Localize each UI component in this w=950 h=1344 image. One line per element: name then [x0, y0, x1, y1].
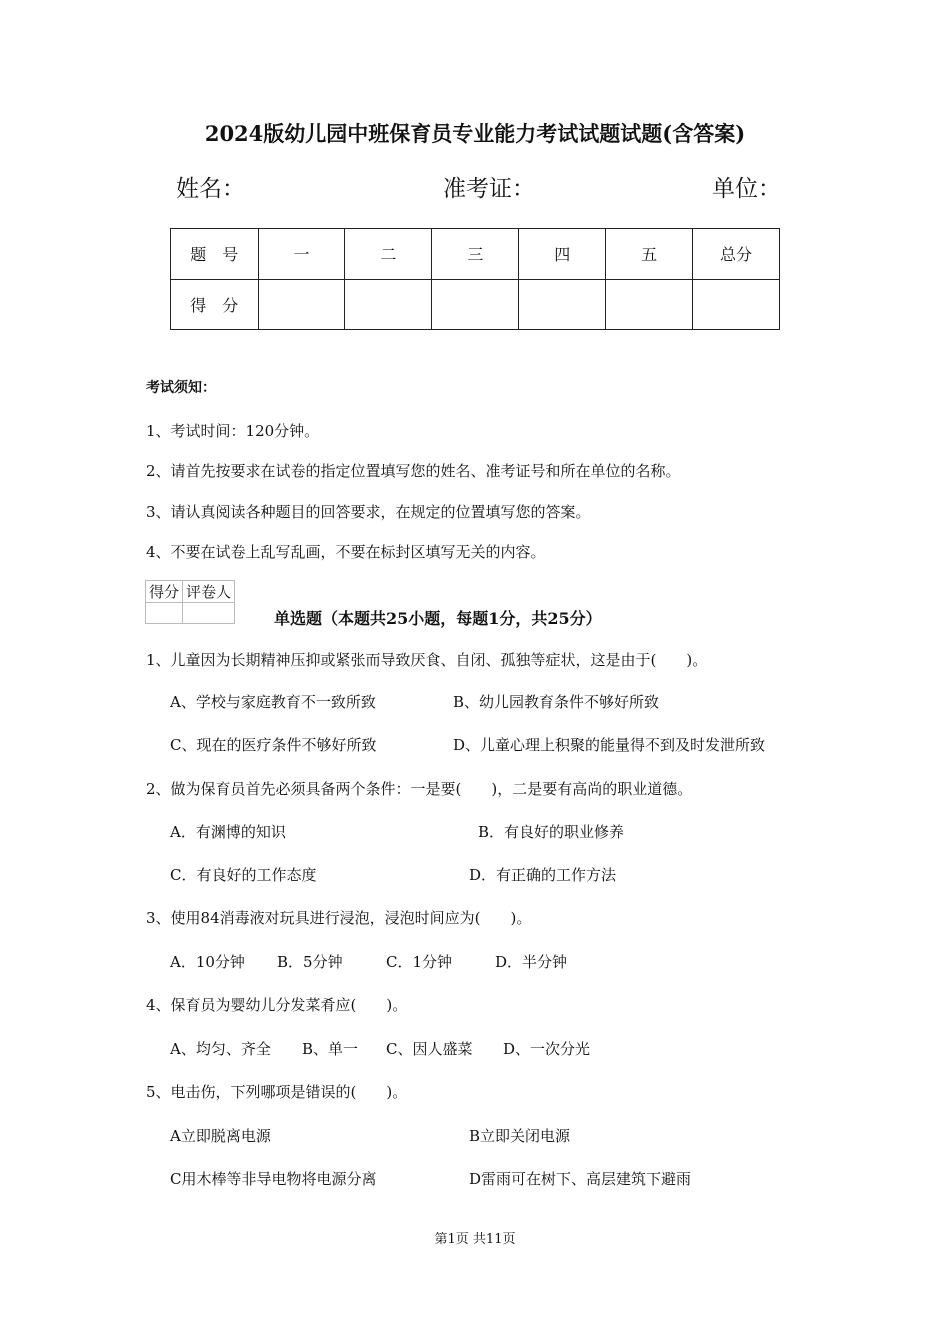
score-cell[interactable]	[606, 279, 693, 330]
question-option: C、现在的医疗条件不够好所致	[170, 736, 377, 754]
score-cell[interactable]	[693, 279, 780, 330]
score-table-header-cell: 三	[432, 229, 519, 280]
question-option: B、幼儿园教育条件不够好所致	[453, 693, 660, 711]
name-field-label: 姓名：	[176, 176, 245, 202]
score-cell[interactable]	[258, 279, 345, 330]
question-option: B、单一	[302, 1040, 359, 1058]
question-option: A立即脱离电源	[170, 1127, 271, 1145]
score-table-header-cell: 题 号	[171, 229, 259, 280]
grader-name-cell[interactable]	[183, 603, 235, 624]
question-option: C用木棒等非导电物将电源分离	[170, 1170, 377, 1188]
score-table-header-cell: 二	[345, 229, 432, 280]
question-option: A．10分钟	[170, 953, 245, 971]
page-title: 2024版幼儿园中班保育员专业能力考试试题试题(含答案)	[204, 121, 746, 146]
score-row-label: 得 分	[171, 279, 259, 330]
question-option: A、均匀、齐全	[170, 1040, 271, 1058]
score-table-header-cell: 一	[258, 229, 345, 280]
question-option: C．1分钟	[386, 953, 453, 971]
grader-name-label: 评卷人	[183, 581, 235, 603]
score-table-header-row	[171, 229, 780, 280]
instructions-heading: 考试须知：	[146, 380, 216, 396]
instruction-item: 3、请认真阅读各种题目的回答要求，在规定的位置填写您的答案。	[146, 503, 591, 521]
question-option: D．半分钟	[495, 953, 568, 971]
question-option: A．有渊博的知识	[170, 823, 286, 841]
instruction-item: 4、不要在试卷上乱写乱画，不要在标封区填写无关的内容。	[146, 543, 546, 561]
question-option: D．有正确的工作方法	[469, 866, 617, 884]
question-option: C．有良好的工作态度	[170, 866, 317, 884]
question-stem: 2、做为保育员首先必须具备两个条件：一是要( )，二是要有高尚的职业道德。	[146, 780, 693, 798]
question-option: C、因人盛菜	[386, 1040, 473, 1058]
score-table-header-cell: 四	[519, 229, 606, 280]
question-option: B．5分钟	[277, 953, 343, 971]
score-cell[interactable]	[345, 279, 432, 330]
score-cell[interactable]	[519, 279, 606, 330]
instruction-item: 1、考试时间：120分钟。	[146, 422, 320, 440]
score-table-header-cell: 五	[606, 229, 693, 280]
instruction-item: 2、请首先按要求在试卷的指定位置填写您的姓名、准考证号和所在单位的名称。	[146, 462, 681, 480]
score-table	[170, 228, 780, 330]
question-stem: 3、使用84消毒液对玩具进行浸泡，浸泡时间应为( )。	[146, 909, 532, 927]
question-option: D、一次分光	[503, 1040, 591, 1058]
section-title: 单选题（本题共25小题，每题1分，共25分）	[274, 609, 602, 628]
score-cell[interactable]	[432, 279, 519, 330]
question-stem: 4、保育员为婴幼儿分发菜肴应( )。	[146, 996, 408, 1014]
question-option: B．有良好的职业修养	[478, 823, 625, 841]
grader-box	[145, 580, 235, 624]
unit-field-label: 单位：	[712, 176, 781, 202]
question-stem: 5、电击伤，下列哪项是错误的( )。	[146, 1083, 408, 1101]
grader-score-label: 得分	[146, 581, 183, 603]
score-table-score-row	[171, 279, 780, 330]
exam-id-field-label: 准考证：	[443, 176, 535, 202]
grader-score-cell[interactable]	[146, 603, 183, 624]
score-table-header-cell: 总分	[693, 229, 780, 280]
question-option: B立即关闭电源	[469, 1127, 571, 1145]
question-option: A、学校与家庭教育不一致所致	[170, 693, 376, 711]
question-option: D、儿童心理上积聚的能量得不到及时发泄所致	[453, 736, 766, 754]
page-footer: 第1页 共11页	[434, 1232, 516, 1247]
question-option: D雷雨可在树下、高层建筑下避雨	[469, 1170, 692, 1188]
question-stem: 1、儿童因为长期精神压抑或紧张而导致厌食、自闭、孤独等症状，这是由于( )。	[146, 651, 708, 669]
